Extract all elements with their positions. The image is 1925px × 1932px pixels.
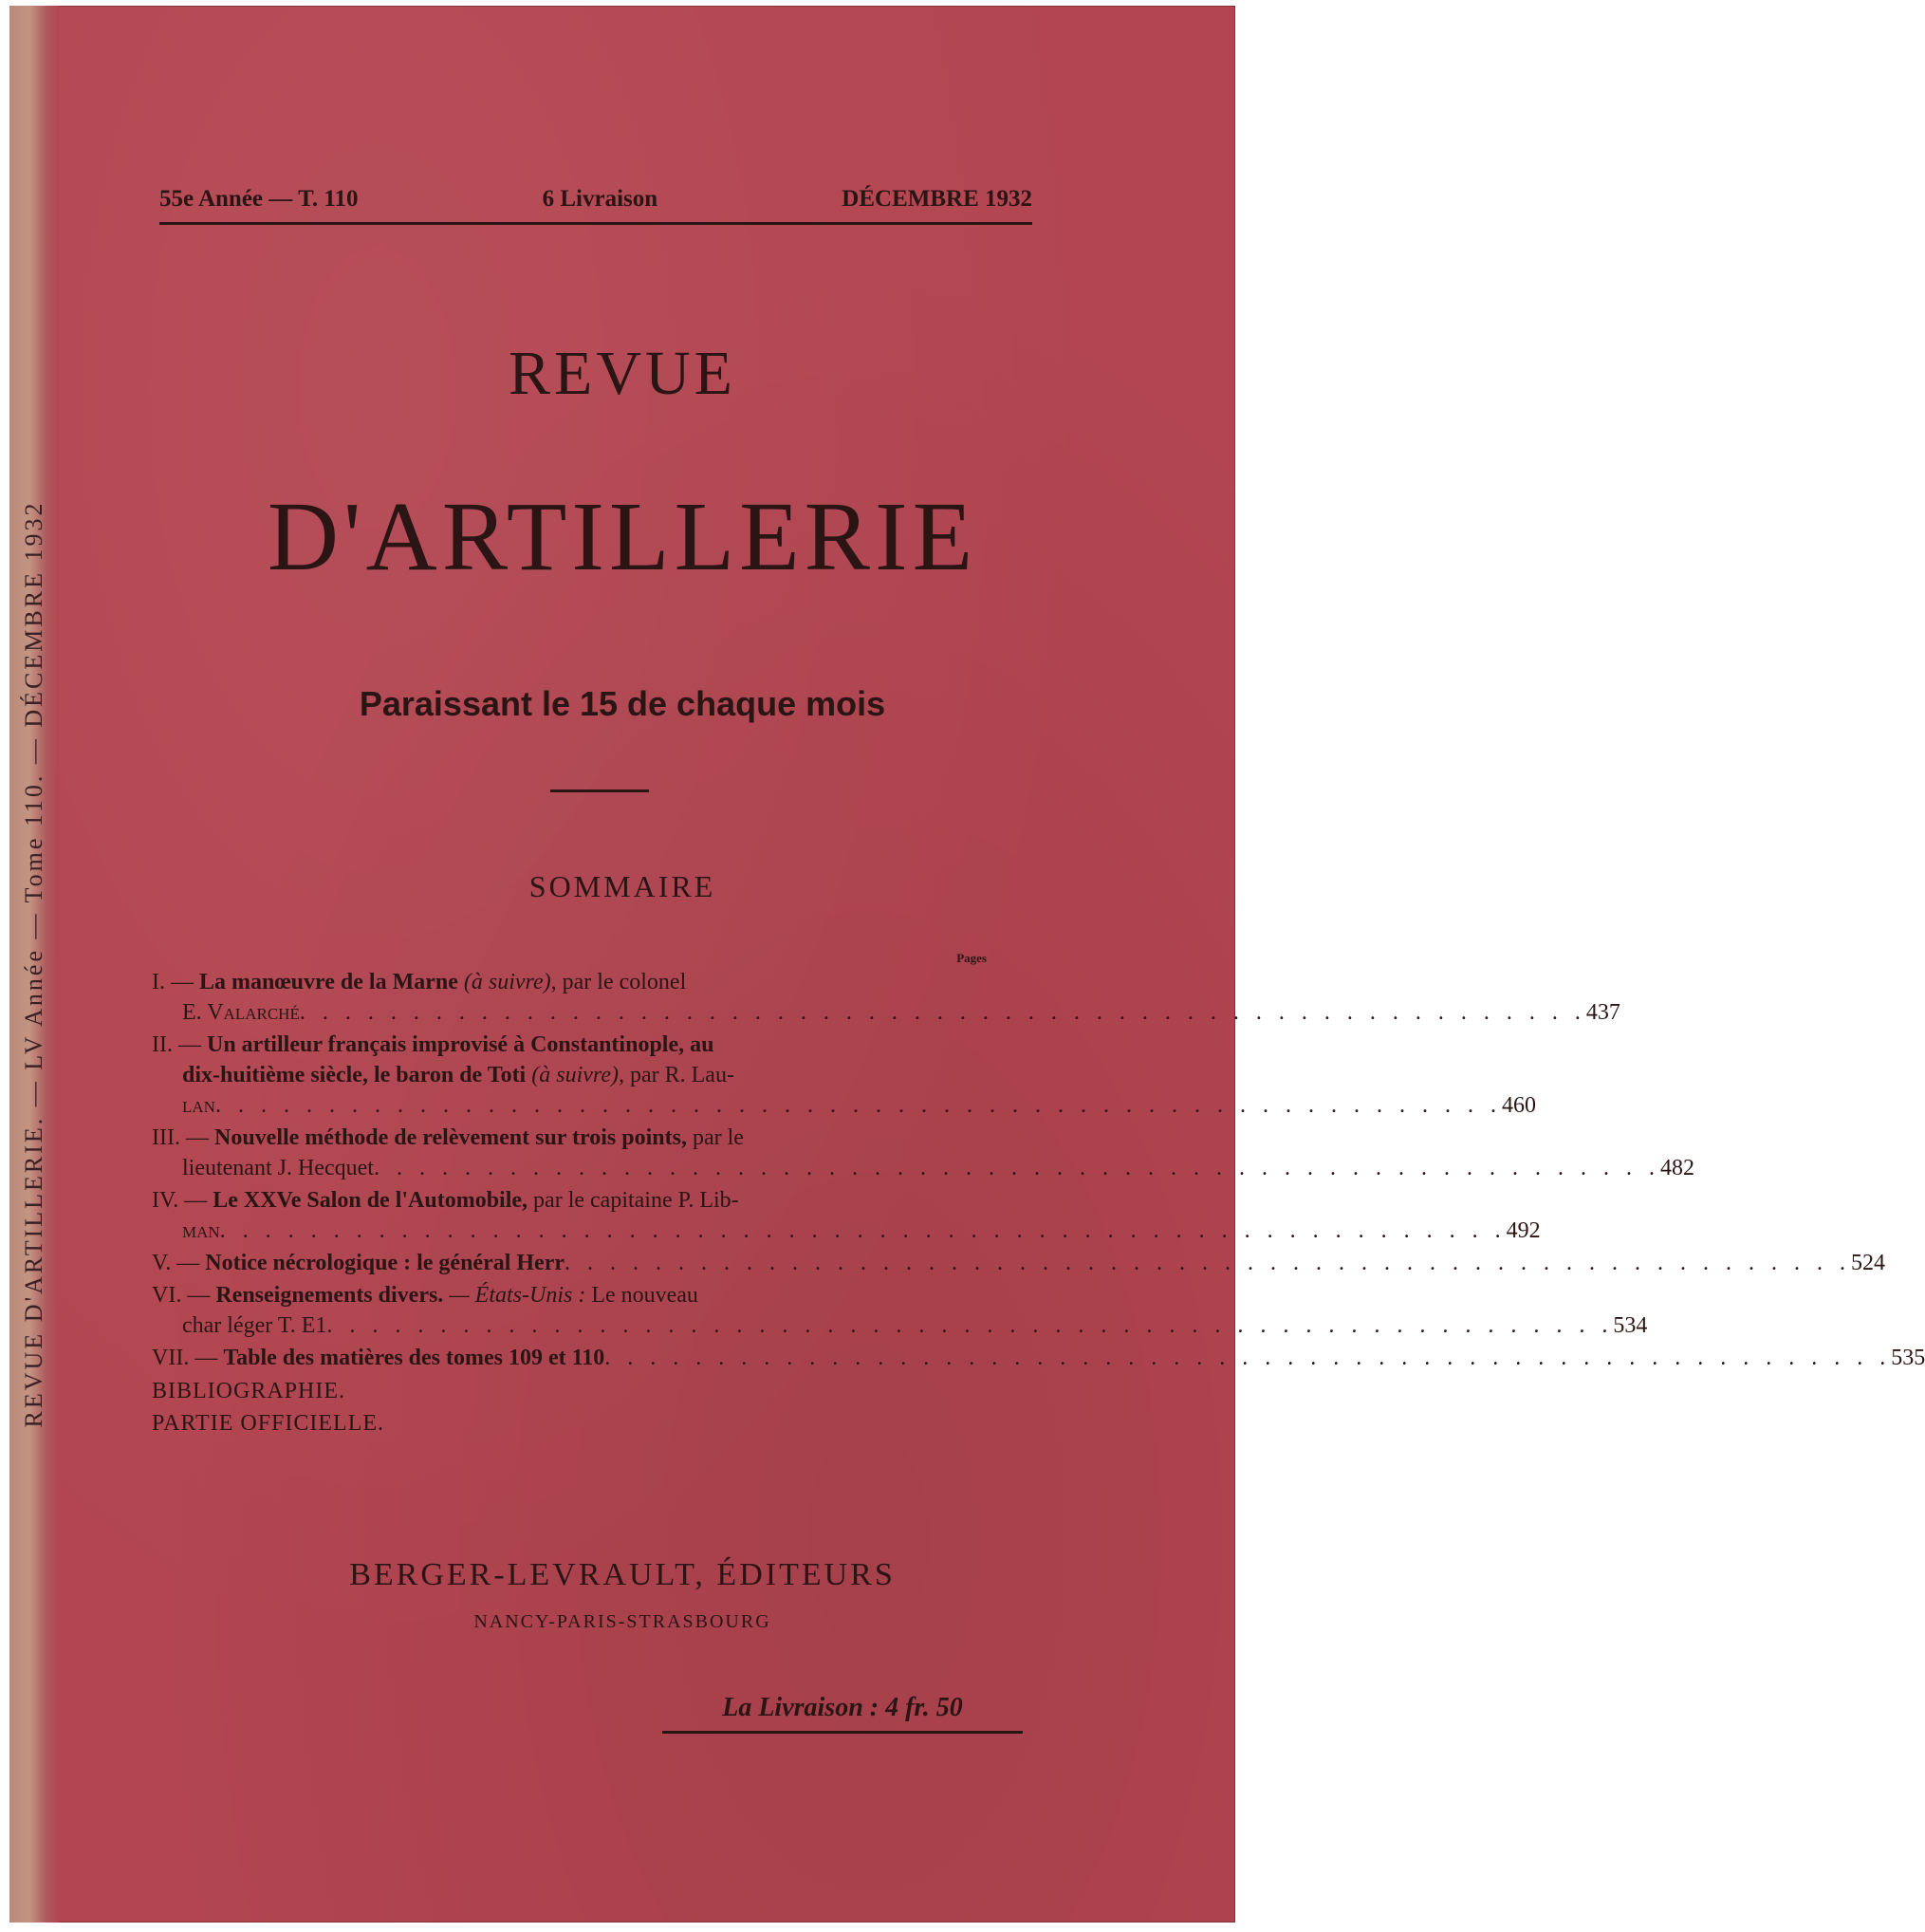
partie-officielle-entry: PARTIE OFFICIELLE. — [152, 1411, 385, 1436]
page-number: 492 — [1506, 1218, 1541, 1243]
article-title: Table des matières des tomes 109 et 110 — [223, 1346, 605, 1370]
pages-label: Pages — [956, 951, 987, 965]
article-title: Renseignements divers. — [215, 1283, 444, 1308]
page-number: 534 — [1613, 1313, 1648, 1338]
publisher-cities: NANCY-PARIS-STRASBOURG — [473, 1611, 771, 1632]
page-number: 437 — [1585, 1000, 1620, 1025]
toc-entry: II. — Un artilleur français improvisé à Constantinople, au dix-huitième siècle, le baron de Toti (à suivre), par R. Lau- lan . . . 460 — [152, 1030, 1034, 1121]
journal-cover — [9, 6, 1925, 1923]
page-number: 482 — [1659, 1156, 1694, 1180]
article-title: Un artilleur français improvisé à Constantinople, au — [206, 1032, 714, 1057]
toc-entry: I. — La manœuvre de la Marne (à suivre), par le colonel E. Valarché . . . 437 — [152, 967, 1034, 1028]
table-of-contents — [152, 950, 1925, 1440]
page-number: 524 — [1851, 1251, 1886, 1275]
sommaire-heading: SOMMAIRE — [528, 869, 716, 903]
article-author: man — [182, 1218, 220, 1243]
toc-entry: VII. — Table des matières des tomes 109 et 110 . . . 535 — [152, 1343, 1034, 1373]
toc-entry: III. — Nouvelle méthode de relèvement sur trois points, par le lieutenant J. Hecquet . . . 482 — [152, 1123, 1034, 1183]
title-revue: REVUE — [509, 339, 736, 408]
toc-entry: VI. — Renseignements divers. — États-Unis : Le nouveau char léger T. E1 . . . 534 — [152, 1280, 1034, 1341]
article-title: La manœuvre de la Marne — [199, 970, 458, 994]
article-author: E. Valarché — [182, 1000, 300, 1025]
article-title: Notice nécrologique : le général Herr — [205, 1251, 565, 1275]
page-number: 535 — [1891, 1346, 1925, 1370]
toc-entry: V. — Notice nécrologique : le général Herr . . . 524 — [152, 1248, 1034, 1278]
spine-title: REVUE D'ARTILLERIE. — LV Année — Tome 110. — DÉCEMBRE 1932 — [20, 500, 47, 1428]
article-author: lan — [182, 1093, 215, 1118]
issue-price: La Livraison : 4 fr. 50 — [662, 1693, 1023, 1734]
toc-entry: IV. — Le XXVe Salon de l'Automobile, par le capitaine P. Lib- man . . . 492 — [152, 1185, 1034, 1246]
page-number: 460 — [1501, 1093, 1536, 1118]
article-title: Nouvelle méthode de relèvement sur trois points, — [213, 1125, 687, 1150]
article-author: lieutenant J. Hecquet — [182, 1156, 374, 1180]
article-title: Le XXVe Salon de l'Automobile, — [213, 1188, 528, 1213]
divider — [550, 790, 649, 792]
issue-date: DÉCEMBRE 1932 — [842, 186, 1032, 212]
issue-year-volume: 55e Année — T. 110 — [159, 186, 359, 212]
spine — [9, 6, 59, 1923]
bibliographie-entry: BIBLIOGRAPHIE. — [152, 1379, 345, 1403]
issue-number: 6 Livraison — [542, 186, 658, 212]
subtitle: Paraissant le 15 de chaque mois — [359, 684, 886, 723]
publisher-name: BERGER-LEVRAULT, ÉDITEURS — [349, 1557, 896, 1592]
title-main: D'ARTILLERIE — [267, 482, 978, 591]
issue-header — [159, 186, 1032, 225]
